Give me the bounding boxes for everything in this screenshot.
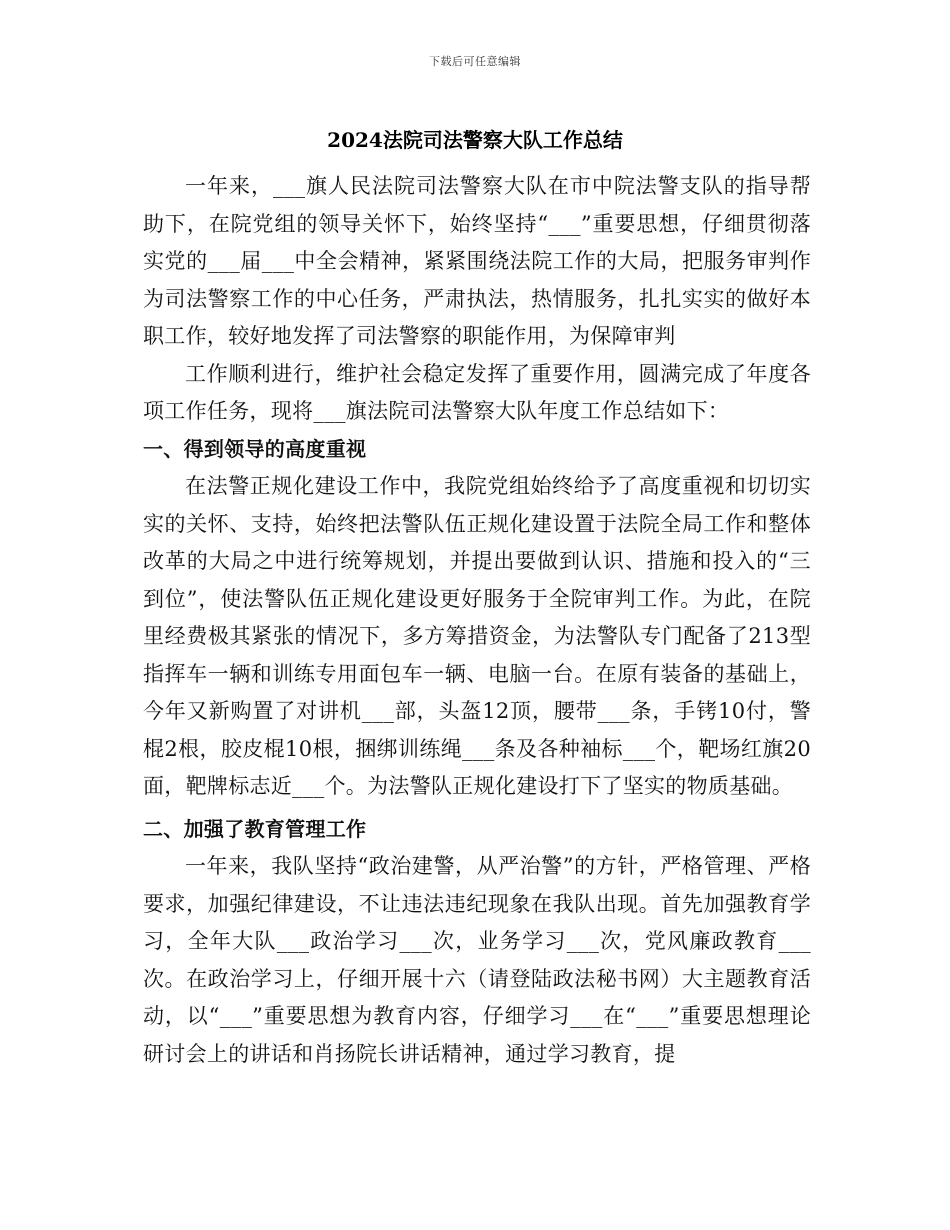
header-note: 下载后可任意编辑 — [429, 55, 521, 68]
paragraph-section-1: 在法警正规化建设工作中，我院党组始终给予了高度重视和切切实实的关怀、支持，始终把法警队伍正规化建设置于法院全局工作和整体改革的大局之中进行统筹规划，并提出要做到认识、措施和投入的“三到位”，使法警队伍正规化建设更好服务于全院审判工作。为此，在院里经费极其紧张的情况下，多方筹措资金，为法警队专门配备了213型指挥车一辆和训练专用面包车一辆、电脑一台。在原有装备的基础上，今年又新购置了对讲机___部，头盔12顶，腰带___条，手铐10付，警棍2根，胶皮棍10根，捆绑训练绳___条及各种袖标___个，靶场红旗20面，靶牌标志近___个。为法警队正规化建设打下了坚实的物质基础。 — [143, 474, 811, 798]
section-heading-1: 一、得到领导的高度重视 — [143, 436, 367, 461]
paragraph-intro-continued: 工作顺利进行，维护社会稳定发挥了重要作用，圆满完成了年度各项工作任务，现将___旗法院司法警察大队年度工作总结如下： — [143, 361, 811, 423]
document-title: 2024法院司法警察大队工作总结 — [327, 128, 623, 152]
paragraph-section-2: 一年来，我队坚持“政治建警，从严治警”的方针，严格管理、严格要求，加强纪律建设，不让违法违纪现象在我队出现。首先加强教育学习，全年大队___政治学习___次，业务学习___次，党风廉政教育___次。在政治学习上，仔细开展十六（请登陆政法秘书网）大主题教育活动，以“___”重要思想为教育内容，仔细学习___在“___”重要思想理论研讨会上的讲话和肖扬院长讲话精神，通过学习教育，提 — [143, 854, 811, 1066]
document-body — [143, 168, 811, 1073]
paragraph-intro: 一年来，___旗人民法院司法警察大队在市中院法警支队的指导帮助下，在院党组的领导关怀下，始终坚持“___”重要思想，仔细贯彻落实党的___届___中全会精神，紧紧围绕法院工作的大局，把服务审判作为司法警察工作的中心任务，严肃执法，热情服务，扎扎实实的做好本职工作，较好地发挥了司法警察的职能作用，为保障审判 — [143, 174, 811, 348]
section-heading-2: 二、加强了教育管理工作 — [143, 816, 367, 841]
